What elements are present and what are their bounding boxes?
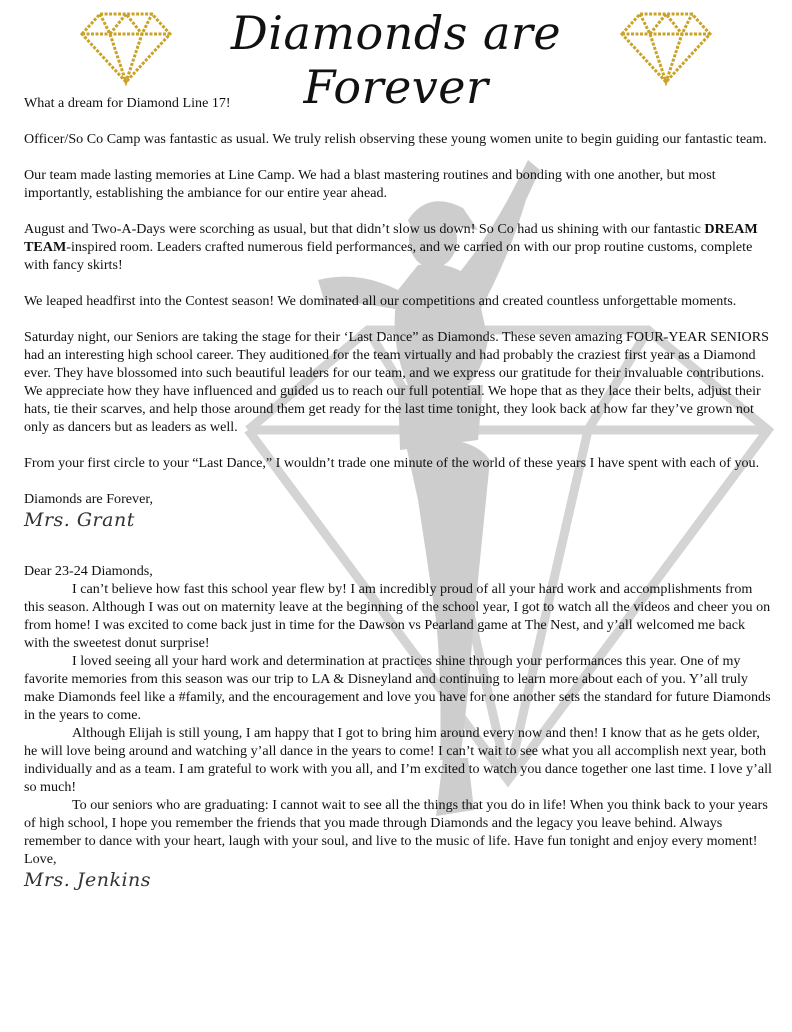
letter2-paragraph-4: To our seniors who are graduating: I cannot wait to see all the things that you do in life! When you think back to your years of high school, I hope you remember the friends that you made through Diamonds and the legacy you leave behind. Always remember to dance with your heart, laugh with your soul, and live to the music of life. Have fun tonight and enjoy every moment! — [24, 797, 768, 849]
diamond-icon — [618, 10, 714, 86]
letter2-paragraph-2: I loved seeing all your hard work and determination at practices shine through your performances this year. One of my favorite memories from this season was our trip to LA & Disneyland and continuing to learn more about each of you. Y’all truly make Diamonds feel like a #family, and the encouragement and love you have for one another sets the standard for future Diamonds in the years to come. — [24, 653, 771, 723]
letter1-paragraph-5: Saturday night, our Seniors are taking the stage for their ‘Last Dance” as Diamonds. These seven amazing FOUR-YEAR SENIORS had an interesting high school career. They auditioned for the team virtually and had probably the craziest first year as a Diamond ever. They have blossomed into such beautiful leaders for our team, and we express our gratitude for their invaluable contributions. We appreciate how they have influenced and guided us to reach our full potential. We hope that as they lace their belts, adjust their hats, tie their scarves, and help those around them get ready for the last time tonight, they look back at how far they’ve grown not only as dancers but as leaders as well. — [24, 329, 769, 435]
letter2-greeting: Dear 23-24 Diamonds, — [24, 563, 153, 579]
letter1-paragraph-1: Officer/So Co Camp was fantastic as usual. We truly relish observing these young women unite to begin guiding our fantastic team. — [24, 131, 767, 147]
letter1-paragraph-6: From your first circle to your “Last Dance,” I wouldn’t trade one minute of the world of these years I have spent with each of you. — [24, 455, 760, 471]
letter2-closing: Love, — [24, 851, 57, 867]
letter1-paragraph-3 — [24, 220, 772, 274]
p3-text-after: -inspired room. Leaders crafted numerous field performances, and we carried on with our prop routine customs, complete with fancy skirts! — [24, 239, 753, 273]
letter1-greeting: What a dream for Diamond Line 17! — [24, 95, 231, 111]
letter1-paragraph-2: Our team made lasting memories at Line Camp. We had a blast mastering routines and bonding with one another, but most importantly, establishing the ambiance for our entire year ahead. — [24, 167, 716, 201]
signature-jenkins: Mrs. Jenkins — [24, 869, 152, 891]
signature-grant: Mrs. Grant — [24, 509, 135, 531]
letter2-paragraph-1: I can’t believe how fast this school year flew by! I am incredibly proud of all your hard work and accomplishments from this season. Although I was out on maternity leave at the beginning of the school year, I got to watch all the videos and cheer you on from home! I was excited to come back just in time for the Dawson vs Pearland game at The Nest, and y’all welcomed me back with the sweetest donut surprise! — [24, 581, 771, 651]
letter1-closing: Diamonds are Forever, — [24, 491, 153, 507]
letter2-paragraph-3: Although Elijah is still young, I am happy that I got to bring him around every now and then! I know that as he gets older, he will love being around and watching y’all dance in the years to come! I can’t wait to see what you all accomplish next year, both individually and as a team. I am grateful to work with you all, and I’m excited to watch you dance together one last time. I love y’all so much! — [24, 725, 772, 795]
page-title: Diamonds are Forever — [230, 6, 562, 114]
letter-body — [24, 94, 772, 892]
letter1-paragraph-4: We leaped headfirst into the Contest season! We dominated all our competitions and created countless unforgettable moments. — [24, 293, 737, 309]
p3-text-before: August and Two-A-Days were scorching as usual, but that didn’t slow us down! So Co had us shining with our fantastic — [24, 221, 705, 237]
dream-team-bold: DREAM TEAM — [24, 221, 758, 255]
